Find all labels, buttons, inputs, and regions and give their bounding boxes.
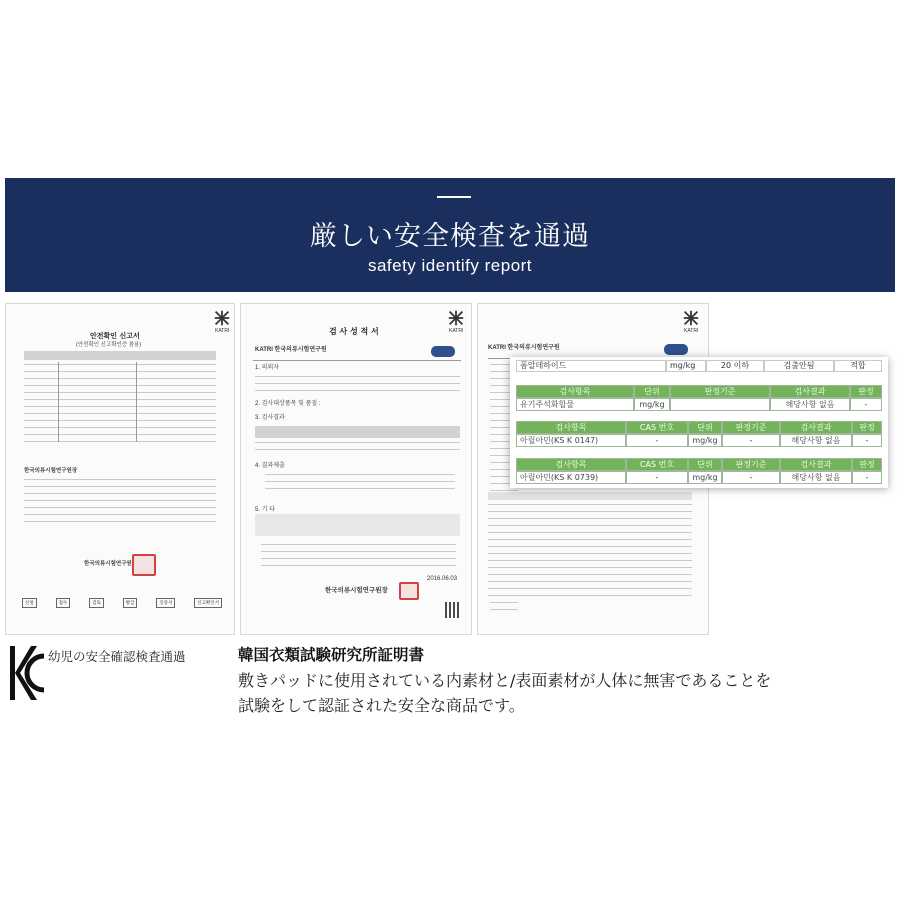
cell: - [850,398,882,411]
doc2-rule [253,360,461,361]
table2-header [516,421,882,434]
cell: 검출안됨 [764,360,834,372]
cell: mg/kg [666,360,706,372]
process-step: 검토 [89,598,104,608]
header-cell: 검사항목 [516,385,634,398]
table1-row [516,398,882,411]
table3-row [516,471,882,484]
header-cell: 검사결과 [780,421,852,434]
cell: 적합 [834,360,882,372]
doc2-signature-box [255,514,460,536]
header-cell: 검사결과 [770,385,850,398]
test-report-document [240,303,472,635]
header-cell: 판정기준 [722,458,780,471]
process-step: 발급 [123,598,138,608]
table1-header [516,385,882,398]
official-seal [132,554,156,576]
doc2-footer: 한국의류시험연구원장 [325,587,388,594]
katri-logo-text: KATRI [215,328,230,334]
doc2-lines [255,376,460,397]
header-cell: CAS 번호 [626,458,688,471]
doc2-notes [261,544,456,572]
doc3-badge [664,344,688,355]
doc2-date: 2016.06.03 [427,576,458,582]
doc1-form-lines-lower [24,479,216,528]
cell: mg/kg [634,398,670,411]
process-steps [22,592,222,614]
doc2-lines [265,474,455,495]
header-cell: 판정기준 [670,385,770,398]
doc3-table-header [488,492,692,500]
cell: mg/kg [688,471,722,484]
formaldehyde-row [516,360,882,372]
doc2-badge [431,346,455,357]
katri-logo-icon [214,310,230,326]
process-step: 신청 [22,598,37,608]
process-step: 신고확인서 [194,598,222,608]
doc1-header-bar [24,351,216,360]
doc2-section: 2. 검사대상품목 및 품질 : [255,401,321,407]
cell: - [626,471,688,484]
katri-logo-icon [683,310,699,326]
header-cell: 단위 [688,458,722,471]
header-cell: 검사항목 [516,458,626,471]
cell: - [852,471,882,484]
doc2-section: 5. 기 타 [255,507,275,513]
doc2-table-header [255,426,460,438]
header-cell: 판정 [850,385,882,398]
doc1-col-divider [58,362,59,442]
doc1-title: 안전확인 신고서 [90,332,140,340]
cell: 아릴아민(KS K 0739) [516,471,626,484]
cell [670,398,770,411]
safety-confirmation-document [5,303,235,635]
doc2-section: 1. 의뢰자 [255,365,280,371]
header-cell: 판정 [852,421,882,434]
cell: 해당사항 없음 [780,434,852,447]
cell: - [722,434,780,447]
katri-logo-text: KATRI [684,328,699,334]
doc1-subtitle: (안전확인 신고확인증 참용) [76,342,142,348]
cell: 해당사항 없음 [780,471,852,484]
table2-row [516,434,882,447]
qr-code [445,602,461,618]
cell: - [722,471,780,484]
header-banner [5,178,895,292]
doc2-section: 3. 검사결과 [255,415,285,421]
banner-divider [437,196,471,198]
header-cell: 단위 [634,385,670,398]
doc2-org: KATRI 한국의류시험연구원 [255,347,327,353]
banner-subtitle: safety identify report [367,256,533,275]
official-seal [399,582,419,600]
doc2-table-lines [255,442,460,456]
process-step: 인증서 [156,598,175,608]
katri-logo-icon [448,310,464,326]
cell: 해당사항 없음 [770,398,850,411]
table3-header [516,458,882,471]
banner-title: 厳しい安全検査を通過 [310,221,590,252]
cell: mg/kg [688,434,722,447]
cell: 폼알데하이드 [516,360,666,372]
caption-line-1: 敷きパッドに使用されている内素材と/表面素材が人体に無害であることを [238,671,772,690]
doc1-footer-institute: 한국의류시험연구원 [84,561,132,567]
header-cell: 단위 [688,421,722,434]
kc-label: 幼児の安全確認検査通過 [48,649,186,664]
doc2-section: 4. 결과제출 [255,463,285,469]
katri-logo-text: KATRI [449,328,464,334]
doc1-col-divider [136,362,137,442]
doc3-org: KATRI 한국의류시험연구원 [488,345,560,351]
process-step: 접수 [56,598,71,608]
header-cell: CAS 번호 [626,421,688,434]
doc1-form-lines [24,364,216,448]
header-cell: 검사결과 [780,458,852,471]
results-table-zoom [510,357,888,488]
header-cell: 판정 [852,458,882,471]
header-cell: 판정기준 [722,421,780,434]
header-cell: 검사항목 [516,421,626,434]
kc-certification-icon [9,642,45,704]
cell: - [852,434,882,447]
doc2-title: 검 사 성 적 서 [329,327,379,336]
caption-title: 韓国衣類試験研究所証明書 [238,646,425,664]
cell: - [626,434,688,447]
caption-line-2: 試験をして認証された安全な商品です。 [238,696,525,715]
doc3-lower-table [488,504,692,602]
cell: 유기주석화합물 [516,398,634,411]
doc1-institute: 한국의류시험연구원장 [24,468,78,474]
cell: 20 이하 [706,360,764,372]
cell: 아릴아민(KS K 0147) [516,434,626,447]
